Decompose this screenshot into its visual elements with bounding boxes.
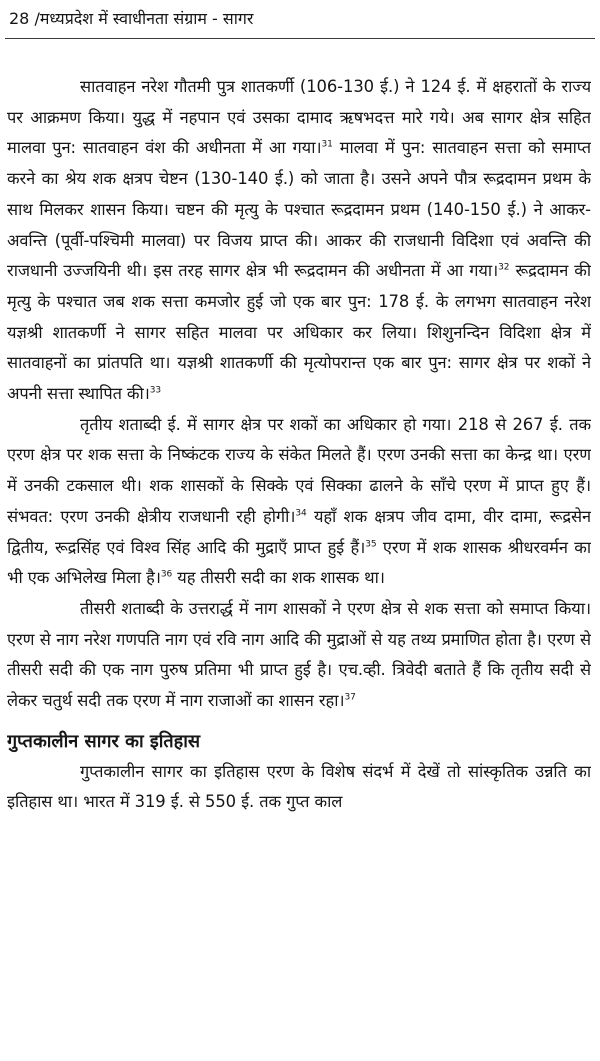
footnote-ref-32: 32 [498,262,510,273]
header-rule [5,38,595,39]
footnote-ref-35: 35 [365,539,377,550]
paragraph-gupta: गुप्तकालीन सागर का इतिहास एरण के विशेष संदर्भ में देखें तो सांस्कृतिक उन्नति का इतिहास था। भारत में 319 ई. से 550 ई. तक गुप्त काल [7,761,591,812]
paragraph-text: तृतीय शताब्दी ई. में सागर क्षेत्र पर शकों का अधिकार हो गया। 218 से 267 ई. तक एरण क्षेत्र पर शक सत्ता के निष्कंटक राज्य के संकेत मिलते हैं। एरण उनकी सत्ता का केन्द्र था। एरण में उनकी टकसाल थी। शक शासकों के सिक्के एवं सिक्का ढालने के साँचे एरण में प्राप्त हुए हैं। संभवत: एरण उनकी क्षेत्रीय राजधानी रही होगी। [7,414,591,526]
running-head: 28 /मध्यप्रदेश में स्वाधीनता संग्राम - सागर [9,9,254,28]
paragraph-text: यह तीसरी सदी का शक शासक था। [172,568,385,588]
footnote-ref-31: 31 [321,139,333,150]
footnote-ref-34: 34 [295,508,307,519]
paragraph-satavahana [7,72,591,410]
paragraph-text: यहाँ शक क्षत्रप जीव दामा, वीर दामा, रूद्रसेन द्वितीय, रूद्रसिंह एवं विश्व सिंह आदि की मुद्राएँ प्राप्त हुई हैं। [7,506,591,557]
paragraph-naga [7,594,591,717]
paragraph-text: रूद्रदामन की मृत्यु के पश्चात जब शक सत्ता कमजोर हुई जो एक बार पुन: 178 ई. के लगभग सातवाहन नरेश यज्ञश्री शातकर्णी ने सागर सहित मालवा पर अधिकार कर लिया। शिशुनन्दिन विदिशा क्षेत्र में सातवाहनों का प्रांतपति था। यज्ञश्री शातकर्णी की मृत्योपरान्त एक बार पुन: सागर क्षेत्र पर शकों ने अपनी सत्ता स्थापित की। [7,261,591,404]
paragraph-text: एरण में शक शासक श्रीधरवर्मन का भी एक अभिलेख मिला है। [7,537,591,588]
paragraph-shaka-eran [7,410,591,594]
paragraph-text: तीसरी शताब्दी के उत्तरार्द्ध में नाग शासकों ने एरण क्षेत्र से शक सत्ता को समाप्त किया। एरण से नाग नरेश गणपति नाग एवं रवि नाग आदि की मुद्राओं से यह तथ्य प्रमाणित होता है। एरण से तीसरी सदी की एक नाग पुरुष प्रतिमा भी प्राप्त हुई है। एच.व्ही. त्रिवेदी बताते हैं कि तृतीय सदी से लेकर चतुर्थ सदी तक एरण में नाग राजाओं का शासन रहा। [7,598,591,711]
footnote-ref-33: 33 [149,385,162,396]
paragraph-text: मालवा में पुन: सातवाहन सत्ता को समाप्त करने का श्रेय शक क्षत्रप चेष्टन (130-140 ई.) को जाता है। उसने अपने पौत्र रूद्रदामन प्रथम के साथ मिलकर शासन किया। चष्टन की मृत्यु के पश्चात रूद्रदामन प्रथम (140-150 ई.) ने आकर-अवन्ति (पूर्वी-पश्चिमी मालवा) पर विजय प्राप्त की। आकर की राजधानी विदिशा एवं अवन्ति की राजधानी उज्जयिनी थी। इस तरह सागर क्षेत्र भी रूद्रदामन की अधीनता में आ गया। [7,138,591,281]
footnote-ref-37: 37 [344,692,356,703]
page-body [7,72,591,1057]
section-heading: गुप्तकालीन सागर का इतिहास [7,730,201,752]
paragraph-text: सातवाहन नरेश गौतमी पुत्र शातकर्णी (106-130 ई.) ने 124 ई. में क्षहरातों के राज्य पर आक्रमण किया। युद्ध में नहपान एवं उसका दामाद ऋषभदत्त मारे गये। अब सागर क्षेत्र सहित मालवा पुन: सातवाहन वंश की अधीनता में आ गया। [7,77,591,158]
footnote-ref-36: 36 [160,569,173,580]
